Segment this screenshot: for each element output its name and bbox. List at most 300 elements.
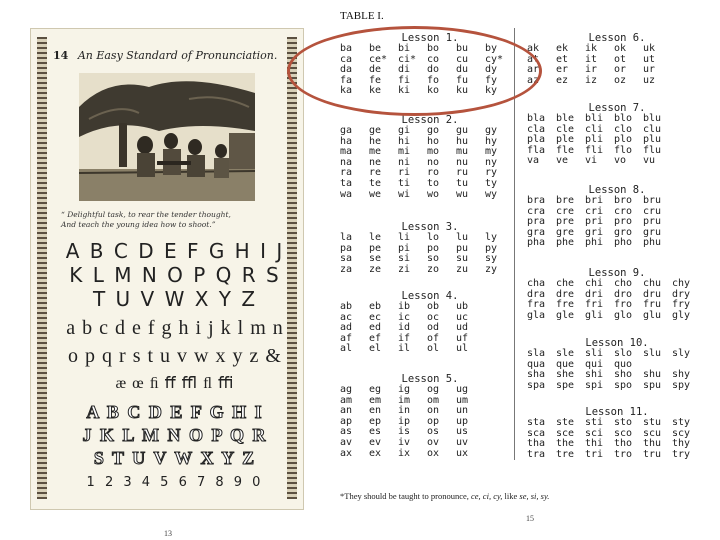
footnote bbox=[340, 491, 549, 501]
syllable: ro bbox=[427, 167, 440, 179]
syllable: chi bbox=[585, 278, 604, 289]
syllable: sta bbox=[527, 417, 546, 428]
syllable: ix bbox=[398, 447, 411, 459]
lesson-rows bbox=[527, 349, 701, 391]
syllable: ki bbox=[398, 85, 411, 97]
decorative-capitals-row-2: J K L M N O P Q R bbox=[82, 425, 268, 445]
syllable: is bbox=[398, 426, 411, 438]
syllable: ag bbox=[340, 384, 353, 395]
syllable: nu bbox=[456, 156, 469, 168]
syllable: ta bbox=[340, 177, 353, 189]
syllable: ol bbox=[427, 343, 440, 355]
right-folio: 15 bbox=[526, 514, 534, 523]
syllable: pe bbox=[369, 242, 382, 254]
syllable: sy bbox=[485, 253, 498, 265]
syllable-row bbox=[340, 344, 485, 355]
syllable: sto bbox=[614, 417, 633, 428]
syllable: dre bbox=[556, 288, 575, 300]
syllable: op bbox=[427, 415, 440, 427]
lesson-rows bbox=[340, 126, 514, 200]
syllable: vo bbox=[614, 155, 627, 167]
syllable: no bbox=[427, 156, 440, 168]
lesson-rows bbox=[340, 385, 485, 459]
lowercase-row-1: a b c d e f g h i j k l m n bbox=[66, 317, 284, 339]
syllable: ik bbox=[585, 43, 598, 54]
syllable: ha bbox=[340, 135, 353, 147]
syllable: ty bbox=[485, 177, 498, 189]
syllable: my bbox=[485, 146, 498, 158]
syllable: bu bbox=[456, 43, 469, 54]
syllable: mi bbox=[398, 146, 411, 158]
syllable: os bbox=[427, 426, 440, 438]
syllable: sty bbox=[672, 417, 691, 428]
syllable: sly bbox=[672, 348, 691, 359]
syllable: na bbox=[340, 156, 353, 168]
syllable: co bbox=[427, 53, 440, 65]
decorative-capitals-row-3: S T U V W X Y Z bbox=[93, 448, 257, 468]
syllable: gli bbox=[585, 309, 604, 321]
syllable: am bbox=[340, 394, 353, 406]
syllable: phi bbox=[585, 237, 604, 249]
syllable: sci bbox=[585, 427, 604, 439]
syllable: re bbox=[369, 167, 382, 179]
syllable: plu bbox=[643, 134, 662, 146]
lesson-title: Lesson 9. bbox=[588, 267, 646, 279]
syllable: we bbox=[369, 188, 382, 200]
syllable: sce bbox=[556, 427, 575, 439]
syllable: ny bbox=[485, 156, 498, 168]
syllable: ab bbox=[340, 301, 353, 312]
syllable: fi bbox=[398, 74, 411, 86]
lesson-rows bbox=[340, 302, 485, 355]
syllable-row bbox=[527, 349, 701, 360]
syllable: im bbox=[398, 394, 411, 406]
syllable-row bbox=[527, 418, 701, 429]
syllable: shi bbox=[585, 369, 604, 381]
syllable: ot bbox=[614, 53, 627, 65]
syllable: wy bbox=[485, 188, 498, 200]
syllable: uf bbox=[456, 332, 469, 344]
syllable: po bbox=[427, 242, 440, 254]
syllable: lo bbox=[427, 232, 440, 243]
syllable: shu bbox=[643, 369, 662, 381]
syllable: bi bbox=[398, 43, 411, 54]
left-folio: 13 bbox=[164, 529, 172, 538]
syllable-row bbox=[527, 450, 701, 461]
syllable: scy bbox=[672, 427, 691, 439]
syllable: gro bbox=[614, 226, 633, 238]
syllable: be bbox=[369, 43, 382, 54]
syllable: le bbox=[369, 232, 382, 243]
syllable: dro bbox=[614, 288, 633, 300]
syllable: scu bbox=[643, 427, 662, 439]
syllable: ma bbox=[340, 146, 353, 158]
syllable: gly bbox=[672, 309, 691, 321]
syllable: ple bbox=[556, 134, 575, 146]
highlight-ellipse bbox=[287, 26, 542, 116]
syllable: tre bbox=[556, 448, 575, 460]
syllable: gru bbox=[643, 226, 662, 238]
footnote-text: *They should be taught to pronounce, bbox=[340, 491, 472, 501]
syllable-row bbox=[527, 196, 672, 207]
syllable: pa bbox=[340, 242, 353, 254]
syllable: om bbox=[427, 394, 440, 406]
syllable: slo bbox=[614, 348, 633, 359]
lesson-title: Lesson 1. bbox=[401, 32, 459, 44]
syllable-row bbox=[340, 265, 514, 276]
syllable: ak bbox=[527, 43, 540, 54]
syllable: uv bbox=[456, 436, 469, 448]
syllable-row bbox=[340, 438, 485, 449]
syllable: ig bbox=[398, 384, 411, 395]
syllable-row bbox=[527, 381, 701, 392]
lesson-title: Lesson 2. bbox=[401, 114, 459, 126]
syllable: us bbox=[456, 426, 469, 438]
syllable: blo bbox=[614, 113, 633, 124]
syllable: du bbox=[456, 64, 469, 76]
syllable: zi bbox=[398, 263, 411, 275]
syllable: cho bbox=[614, 278, 633, 289]
syllable: mu bbox=[456, 146, 469, 158]
syllable: bo bbox=[427, 43, 440, 54]
syllable: dri bbox=[585, 288, 604, 300]
syllable: sha bbox=[527, 369, 546, 381]
woodcut-illustration bbox=[79, 73, 255, 201]
syllable: ek bbox=[556, 43, 569, 54]
syllable: od bbox=[427, 322, 440, 334]
syllable: ni bbox=[398, 156, 411, 168]
syllable: fri bbox=[585, 299, 604, 311]
syllable: ut bbox=[643, 53, 656, 65]
syllable: ne bbox=[369, 156, 382, 168]
syllable: by bbox=[485, 43, 498, 54]
syllable: li bbox=[398, 232, 411, 243]
syllable: gu bbox=[456, 125, 469, 136]
syllable: gle bbox=[556, 309, 575, 321]
syllable: ov bbox=[427, 436, 440, 448]
syllable: ko bbox=[427, 85, 440, 97]
syllable: quo bbox=[614, 358, 633, 370]
syllable: al bbox=[340, 343, 353, 355]
syllable: sle bbox=[556, 348, 575, 359]
syllable: ax bbox=[340, 447, 353, 459]
lesson-rows bbox=[527, 114, 672, 167]
syllable: ly bbox=[485, 232, 498, 243]
syllable: phu bbox=[643, 237, 662, 249]
syllable: pro bbox=[614, 216, 633, 228]
syllable: pho bbox=[614, 237, 633, 249]
syllable: she bbox=[556, 369, 575, 381]
syllable: ap bbox=[340, 415, 353, 427]
capitals-row-2: K L M N O P Q R S bbox=[69, 263, 281, 287]
syllable: spi bbox=[585, 379, 604, 391]
syllable: gre bbox=[556, 226, 575, 238]
ligatures-row: æ œ ﬁ ﬀ ﬄ ﬂ ﬃ bbox=[115, 375, 235, 392]
syllable: zy bbox=[485, 263, 498, 275]
syllable: fre bbox=[556, 299, 575, 311]
syllable-row bbox=[527, 279, 701, 290]
syllable: iz bbox=[585, 74, 598, 86]
syllable: ur bbox=[643, 64, 656, 76]
syllable: ok bbox=[614, 43, 627, 54]
syllable: sti bbox=[585, 417, 604, 428]
syllable: pu bbox=[456, 242, 469, 254]
syllable: es bbox=[369, 426, 382, 438]
syllable: at bbox=[527, 53, 540, 65]
syllable: tha bbox=[527, 438, 546, 450]
syllable: ry bbox=[485, 167, 498, 179]
syllable: ste bbox=[556, 417, 575, 428]
lesson-title: Lesson 5. bbox=[401, 373, 459, 385]
syllable: clu bbox=[643, 123, 662, 135]
syllable: ud bbox=[456, 322, 469, 334]
syllable: que bbox=[556, 358, 575, 370]
lesson-rows bbox=[527, 44, 672, 86]
syllable: vu bbox=[643, 155, 656, 167]
syllable: fli bbox=[585, 144, 604, 156]
syllable: ba bbox=[340, 43, 353, 54]
syllable-row bbox=[340, 126, 514, 137]
syllable: de bbox=[369, 64, 382, 76]
page-heading: An Easy Standard of Pronunciation. bbox=[77, 49, 278, 62]
syllable: cle bbox=[556, 123, 575, 135]
syllable: tru bbox=[643, 448, 662, 460]
syllable-row bbox=[527, 156, 672, 167]
syllable: ox bbox=[427, 447, 440, 459]
syllable: so bbox=[427, 253, 440, 265]
syllable: hu bbox=[456, 135, 469, 147]
syllable: zo bbox=[427, 263, 440, 275]
syllable: bla bbox=[527, 113, 546, 124]
lesson-rows bbox=[340, 233, 514, 275]
left-page-border bbox=[37, 37, 47, 499]
syllable: fle bbox=[556, 144, 575, 156]
syllable: flu bbox=[643, 144, 662, 156]
syllable: si bbox=[398, 253, 411, 265]
syllable: id bbox=[398, 322, 411, 334]
syllable: ec bbox=[369, 311, 382, 323]
left-page bbox=[30, 28, 304, 510]
digits-row: 1 2 3 4 5 6 7 8 9 0 bbox=[86, 475, 264, 490]
syllable: ib bbox=[398, 301, 411, 312]
syllable: hy bbox=[485, 135, 498, 147]
syllable: spe bbox=[556, 379, 575, 391]
syllable: la bbox=[340, 232, 353, 243]
syllable: ad bbox=[340, 322, 353, 334]
syllable: pre bbox=[556, 216, 575, 228]
syllable: en bbox=[369, 405, 382, 417]
syllable: ve bbox=[556, 155, 569, 167]
footnote-italic-1: ce, ci, cy, bbox=[471, 491, 503, 501]
syllable: thy bbox=[672, 438, 691, 450]
syllable-row bbox=[527, 76, 672, 87]
syllable: fa bbox=[340, 74, 353, 86]
syllable: or bbox=[614, 64, 627, 76]
syllable: ho bbox=[427, 135, 440, 147]
syllable: ga bbox=[340, 125, 353, 136]
syllable: fry bbox=[672, 299, 691, 311]
syllable: bro bbox=[614, 195, 633, 206]
syllable: sli bbox=[585, 348, 604, 359]
syllable: sco bbox=[614, 427, 633, 439]
lowercase-row-2: o p q r s t u v w x y z & bbox=[68, 345, 282, 367]
syllable: slu bbox=[643, 348, 662, 359]
syllable: bli bbox=[585, 113, 604, 124]
syllable: up bbox=[456, 415, 469, 427]
syllable: il bbox=[398, 343, 411, 355]
syllable: chy bbox=[672, 278, 691, 289]
lesson-title: Lesson 7. bbox=[588, 102, 646, 114]
syllable: ca bbox=[340, 53, 353, 65]
syllable: ri bbox=[398, 167, 411, 179]
syllable: ti bbox=[398, 177, 411, 189]
lesson-rows bbox=[527, 196, 672, 249]
syllable: cli bbox=[585, 123, 604, 135]
syllable: fra bbox=[527, 299, 546, 311]
syllable: an bbox=[340, 405, 353, 417]
lesson-title: Lesson 3. bbox=[401, 221, 459, 233]
syllable: pra bbox=[527, 216, 546, 228]
syllable: thu bbox=[643, 438, 662, 450]
capitals-row-3: T U V W X Y Z bbox=[92, 287, 258, 311]
syllable: on bbox=[427, 405, 440, 417]
lesson-rows bbox=[527, 418, 701, 460]
syllable: phe bbox=[556, 237, 575, 249]
syllable-row bbox=[527, 44, 672, 55]
syllable: cre bbox=[556, 205, 575, 217]
syllable: glu bbox=[643, 309, 662, 321]
page-number: 14 bbox=[53, 49, 69, 62]
syllable: lu bbox=[456, 232, 469, 243]
syllable: ku bbox=[456, 85, 469, 97]
syllable: ke bbox=[369, 85, 382, 97]
syllable: eg bbox=[369, 384, 382, 395]
syllable: fro bbox=[614, 299, 633, 311]
lesson-title: Lesson 11. bbox=[585, 406, 649, 418]
syllable: oz bbox=[614, 74, 627, 86]
syllable: tu bbox=[456, 177, 469, 189]
syllable: cru bbox=[643, 205, 662, 217]
syllable: gi bbox=[398, 125, 411, 136]
syllable: sa bbox=[340, 253, 353, 265]
syllable: stu bbox=[643, 417, 662, 428]
syllable: un bbox=[456, 405, 469, 417]
syllable: ce* bbox=[369, 53, 388, 65]
syllable: dra bbox=[527, 288, 546, 300]
syllable: spy bbox=[672, 379, 691, 391]
syllable: af bbox=[340, 332, 353, 344]
syllable: pi bbox=[398, 242, 411, 254]
syllable: flo bbox=[614, 144, 633, 156]
syllable: ic bbox=[398, 311, 411, 323]
syllable: zu bbox=[456, 263, 469, 275]
syllable: ef bbox=[369, 332, 382, 344]
syllable: ra bbox=[340, 167, 353, 179]
syllable: pli bbox=[585, 134, 604, 146]
footnote-mid: like bbox=[502, 491, 520, 501]
lesson-rows bbox=[527, 279, 701, 321]
syllable: plo bbox=[614, 134, 633, 146]
syllable: the bbox=[556, 438, 575, 450]
syllable-row bbox=[527, 311, 701, 322]
syllable: sla bbox=[527, 348, 546, 359]
syllable: se bbox=[369, 253, 382, 265]
syllable: qua bbox=[527, 358, 546, 370]
syllable: sca bbox=[527, 427, 546, 439]
syllable: spu bbox=[643, 379, 662, 391]
syllable: fu bbox=[456, 74, 469, 86]
syllable: me bbox=[369, 146, 382, 158]
syllable: uc bbox=[456, 311, 469, 323]
syllable: if bbox=[398, 332, 411, 344]
syllable: dru bbox=[643, 288, 662, 300]
syllable: spo bbox=[614, 379, 633, 391]
lesson-title: Lesson 10. bbox=[585, 337, 649, 349]
lesson-title: Lesson 8. bbox=[588, 184, 646, 196]
syllable-row bbox=[340, 302, 485, 313]
syllable: uk bbox=[643, 43, 656, 54]
syllable: in bbox=[398, 405, 411, 417]
syllable: tro bbox=[614, 448, 633, 460]
syllable: do bbox=[427, 64, 440, 76]
syllable: tra bbox=[527, 448, 546, 460]
syllable: dy bbox=[485, 64, 498, 76]
syllable: cla bbox=[527, 123, 546, 135]
syllable: vi bbox=[585, 155, 598, 167]
syllable: ev bbox=[369, 436, 382, 448]
syllable: bre bbox=[556, 195, 575, 206]
syllable: mo bbox=[427, 146, 440, 158]
syllable-row bbox=[340, 233, 514, 244]
syllable: wi bbox=[398, 188, 411, 200]
syllable: pri bbox=[585, 216, 604, 228]
syllable: go bbox=[427, 125, 440, 136]
syllable: wa bbox=[340, 188, 353, 200]
syllable: it bbox=[585, 53, 598, 65]
syllable: spa bbox=[527, 379, 546, 391]
syllable: za bbox=[340, 263, 353, 275]
syllable: shy bbox=[672, 369, 691, 381]
syllable: iv bbox=[398, 436, 411, 448]
syllable: eb bbox=[369, 301, 382, 312]
syllable: tri bbox=[585, 448, 604, 460]
syllable: da bbox=[340, 64, 353, 76]
syllable: cra bbox=[527, 205, 546, 217]
syllable: dry bbox=[672, 288, 691, 300]
syllable: pru bbox=[643, 216, 662, 228]
syllable: cro bbox=[614, 205, 633, 217]
syllable: og bbox=[427, 384, 440, 395]
syllable: fe bbox=[369, 74, 382, 86]
syllable: to bbox=[427, 177, 440, 189]
lesson-title: Lesson 4. bbox=[401, 290, 459, 302]
syllable: ka bbox=[340, 85, 353, 97]
syllable: ul bbox=[456, 343, 469, 355]
syllable: cri bbox=[585, 205, 604, 217]
left-page-header bbox=[53, 49, 281, 62]
syllable: fla bbox=[527, 144, 546, 156]
syllable: ob bbox=[427, 301, 440, 312]
syllable: ug bbox=[456, 384, 469, 395]
syllable-row bbox=[340, 179, 514, 190]
syllable: et bbox=[556, 53, 569, 65]
syllable: ir bbox=[585, 64, 598, 76]
syllable: fy bbox=[485, 74, 498, 86]
syllable: di bbox=[398, 64, 411, 76]
syllable: fru bbox=[643, 299, 662, 311]
syllable: az bbox=[527, 74, 540, 86]
syllable: wo bbox=[427, 188, 440, 200]
